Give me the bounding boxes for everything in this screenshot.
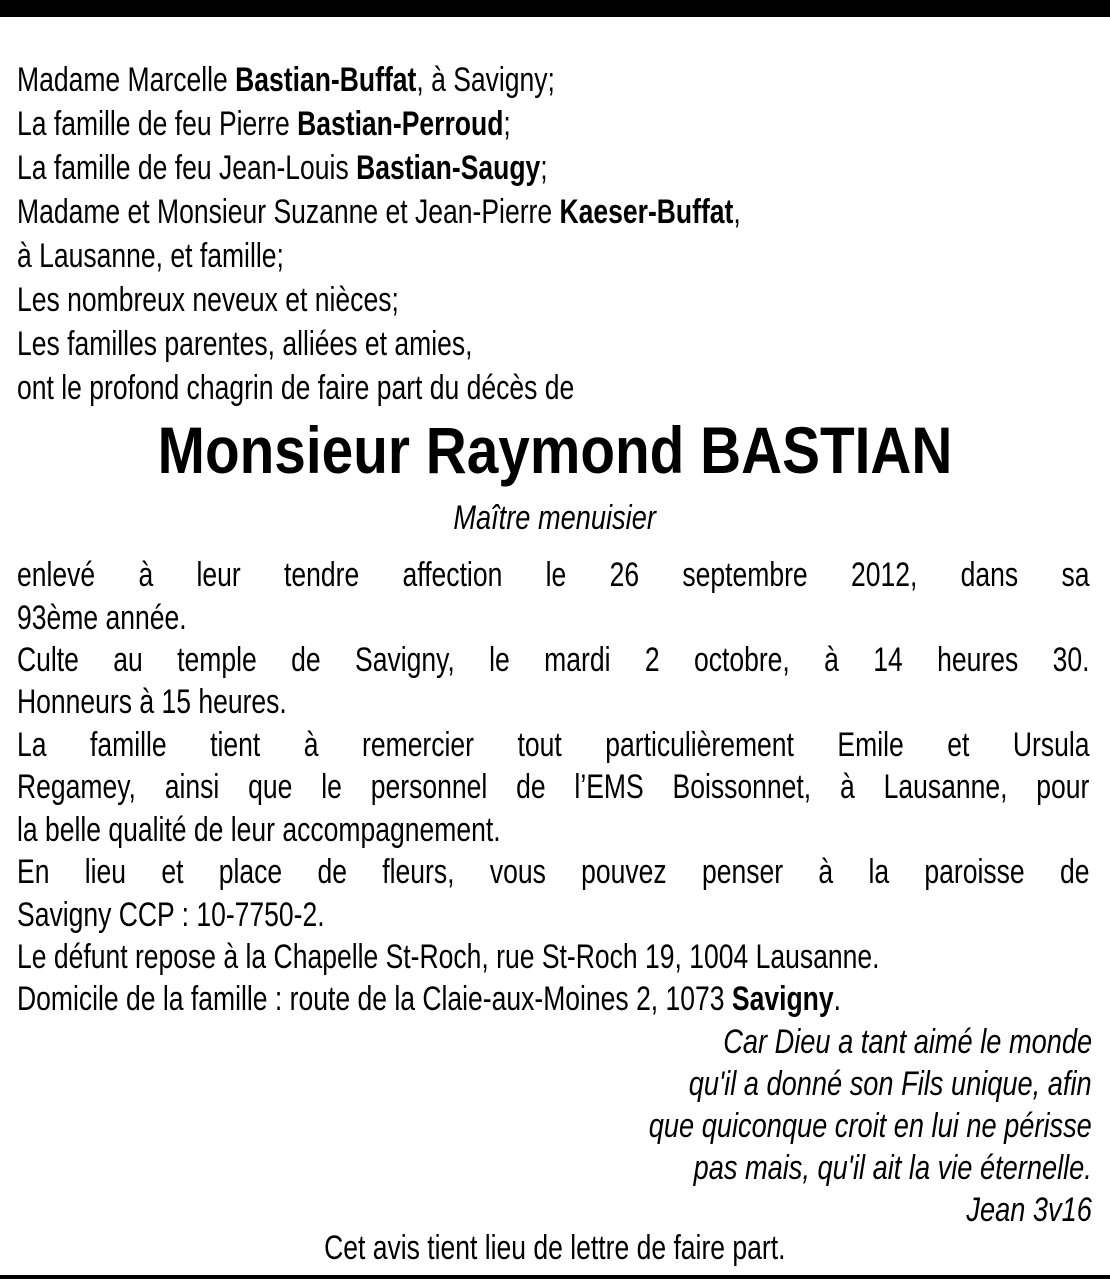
family-line-suffix: ;	[540, 149, 548, 187]
deceased-name	[0, 410, 1110, 490]
word: à	[138, 556, 154, 594]
word: Emile	[837, 726, 904, 764]
closing-text: Cet avis tient lieu de lettre de faire part.	[324, 1229, 786, 1267]
family-line-suffix: ,	[733, 193, 741, 231]
family-line	[17, 102, 511, 146]
word: famille	[90, 726, 167, 764]
family-name-bold: Kaeser-Buffat	[559, 193, 734, 231]
word: penser	[701, 853, 784, 891]
word: la	[868, 853, 890, 891]
body-line: 93ème année.	[17, 599, 187, 637]
word: tient	[210, 726, 261, 764]
family-name-bold: Bastian-Perroud	[297, 105, 504, 143]
verse-reference: Jean 3v16	[966, 1191, 1092, 1229]
word: 30.	[1052, 641, 1090, 679]
verse-line: pas mais, qu'il ait la vie éternelle.	[693, 1149, 1092, 1187]
deceased-name-text: Monsieur Raymond BASTIAN	[157, 413, 953, 487]
word: septembre	[682, 556, 808, 594]
justified-line-inner	[17, 850, 1090, 894]
family-line-text: Madame Marcelle	[17, 61, 236, 99]
word: Boissonnet,	[672, 768, 812, 806]
justified-line	[17, 850, 1090, 894]
word: tendre	[284, 556, 360, 594]
word: l’EMS	[574, 768, 644, 806]
family-line-text: Les nombreux neveux et nièces;	[17, 281, 399, 319]
word: le	[489, 641, 510, 679]
word: vous	[489, 853, 546, 891]
word: temple	[177, 641, 257, 679]
family-line	[17, 234, 284, 278]
justified-line	[17, 765, 1090, 809]
justified-line	[17, 553, 1090, 597]
word: sa	[1061, 556, 1090, 594]
word: Regamey,	[17, 768, 136, 806]
family-name-bold: Bastian-Buffat	[235, 61, 417, 99]
word: affection	[402, 556, 503, 594]
word: que	[248, 768, 293, 806]
word: 14	[873, 641, 903, 679]
body-line: Le défunt repose à la Chapelle St-Roch, rue St-Roch 19, 1004 Lausanne.	[17, 938, 880, 976]
family-line-text: Les familles parentes, alliées et amies,	[17, 325, 473, 363]
closing-note	[0, 1226, 1110, 1270]
family-name-bold: Bastian-Saugy	[356, 149, 541, 187]
family-line	[17, 366, 574, 410]
family-line	[17, 278, 399, 322]
word: Culte	[17, 641, 79, 679]
word: tout	[517, 726, 562, 764]
family-line	[17, 190, 741, 234]
word: à	[818, 853, 834, 891]
profession-text: Maître menuisier	[453, 499, 657, 537]
verse-line: qu'il a donné son Fils unique, afin	[689, 1065, 1092, 1103]
family-line-text: à Lausanne, et famille;	[17, 237, 284, 275]
word: lieu	[84, 853, 127, 891]
family-line-text: La famille de feu Pierre	[17, 105, 298, 143]
word: ainsi	[164, 768, 220, 806]
domicile-town-bold: Savigny	[731, 980, 834, 1018]
word: leur	[196, 556, 241, 594]
word: pouvez	[581, 853, 667, 891]
word: à	[303, 726, 319, 764]
word: 26	[609, 556, 640, 594]
word: paroisse	[924, 853, 1025, 891]
word: remercier	[362, 726, 475, 764]
verse-line: que quiconque croit en lui ne périsse	[648, 1107, 1092, 1145]
word: et	[161, 853, 184, 891]
word: 2012,	[850, 556, 918, 594]
word: Ursula	[1012, 726, 1090, 764]
justified-line-inner	[17, 723, 1090, 767]
domicile-suffix: .	[833, 980, 841, 1018]
top-border-bar	[0, 0, 1110, 17]
word: La	[17, 726, 47, 764]
family-line	[17, 58, 555, 102]
family-line	[17, 146, 548, 190]
family-line	[17, 322, 472, 366]
justified-line-inner	[17, 638, 1090, 682]
word: de	[1059, 853, 1090, 891]
family-line-text: Madame et Monsieur Suzanne et Jean-Pierre	[17, 193, 560, 231]
word: dans	[960, 556, 1019, 594]
word: le	[545, 556, 567, 594]
word: pour	[1036, 768, 1090, 806]
word: personnel	[370, 768, 488, 806]
word: place	[218, 853, 283, 891]
family-line-suffix: ;	[503, 105, 511, 143]
justified-line	[17, 723, 1090, 767]
justified-line	[17, 638, 1090, 682]
word: Lausanne,	[883, 768, 1008, 806]
word: En	[17, 853, 50, 891]
verse-line: Car Dieu a tant aimé le monde	[723, 1023, 1092, 1061]
body-line: Honneurs à 15 heures.	[17, 683, 287, 721]
word: au	[113, 641, 143, 679]
word: de	[291, 641, 321, 679]
profession	[0, 496, 1110, 540]
word: de	[516, 768, 546, 806]
word: le	[321, 768, 342, 806]
word: mardi	[544, 641, 611, 679]
word: et	[947, 726, 970, 764]
word: heures	[937, 641, 1019, 679]
word: Savigny,	[355, 641, 455, 679]
word: à	[824, 641, 839, 679]
word: particulièrement	[605, 726, 794, 764]
justified-line-inner	[17, 553, 1090, 597]
family-line-suffix: , à Savigny;	[416, 61, 555, 99]
body-line: la belle qualité de leur accompagnement.	[17, 811, 501, 849]
word: octobre,	[693, 641, 790, 679]
bottom-border-rule	[0, 1275, 1110, 1279]
body-line	[17, 977, 841, 1021]
body-line: Savigny CCP : 10-7750-2.	[17, 896, 325, 934]
word: de	[317, 853, 347, 891]
word: enlevé	[17, 556, 96, 594]
family-line-text: La famille de feu Jean-Louis	[17, 149, 357, 187]
family-line-text: ont le profond chagrin de faire part du décès de	[17, 369, 575, 407]
justified-line-inner	[17, 765, 1090, 809]
word: à	[839, 768, 855, 806]
word: fleurs,	[382, 853, 455, 891]
word: 2	[644, 641, 660, 679]
domicile-text: Domicile de la famille : route de la Claie-aux-Moines 2, 1073	[17, 980, 732, 1018]
